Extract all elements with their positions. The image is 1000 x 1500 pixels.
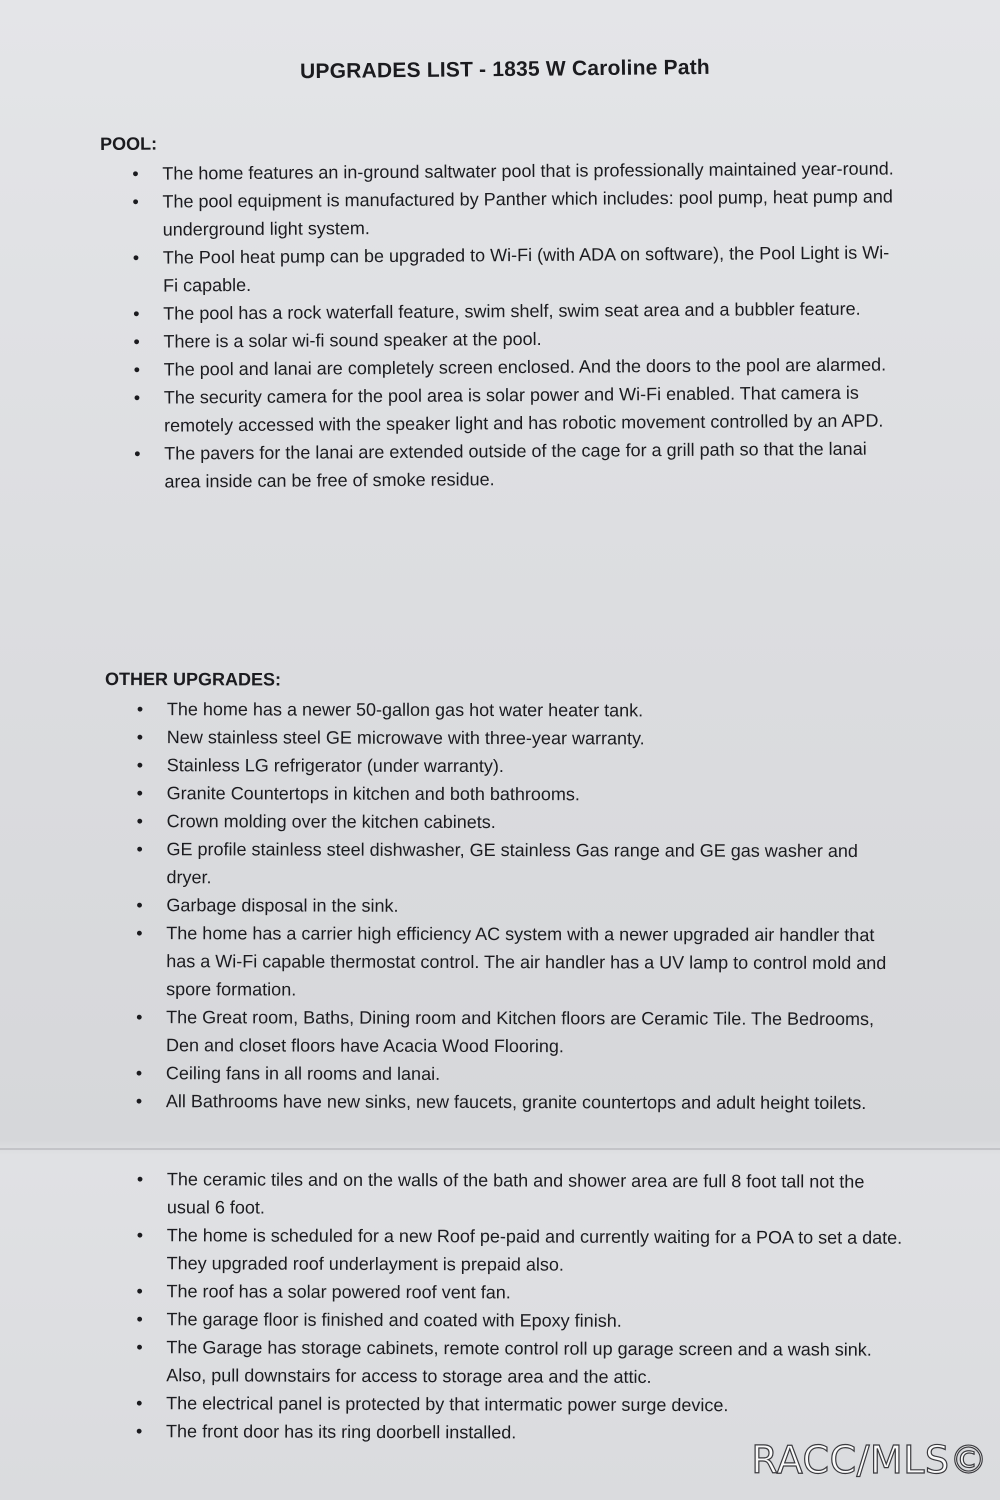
other-upgrades-list-continued xyxy=(104,1165,907,1448)
list-item: • The pool equipment is manufactured by Panther which includes: pool pump, heat pump and underground light system. xyxy=(132,186,893,240)
bullet-icon: • xyxy=(136,923,143,944)
bullet-icon: • xyxy=(136,1421,143,1442)
list-item: • The ceramic tiles and on the walls of the bath and shower area are full 8 foot tall not the usual 6 foot. xyxy=(105,1165,907,1224)
bullet-icon: • xyxy=(135,1063,143,1084)
bullet-icon: • xyxy=(136,1007,143,1028)
list-item: • The pavers for the lanai are extended outside of the cage for a grill path so that the lanai area inside can be free of smoke residue. xyxy=(134,438,867,492)
pool-list xyxy=(100,154,904,496)
list-item: • The Great room, Baths, Dining room and Kitchen floors are Ceramic Tile. The Bedrooms, Den and closet floors have Acacia Wood Flooring. xyxy=(104,1003,906,1061)
list-item: • The pool and lanai are completely screen enclosed. And the doors to the pool are alarmed. xyxy=(102,350,904,384)
bullet-icon: • xyxy=(136,811,143,832)
mls-watermark: RACC/MLS© xyxy=(751,1438,988,1482)
list-item: • Granite Countertops in kitchen and both bathrooms. xyxy=(105,779,907,809)
bullet-icon: • xyxy=(136,1309,143,1330)
bullet-icon: • xyxy=(136,1393,143,1414)
bullet-icon: • xyxy=(132,163,139,184)
bullet-icon: • xyxy=(133,303,140,324)
bullet-icon: • xyxy=(133,331,140,352)
list-item: • The security camera for the pool area is solar power and Wi-Fi enabled. That camera is remotely accessed with the speaker light and has robotic movement controlled by an APD. xyxy=(133,382,884,436)
bullet-icon: • xyxy=(136,1225,144,1246)
list-item: • The garage floor is finished and coated with Epoxy finish. xyxy=(104,1305,906,1336)
list-item: • The roof has a solar powered roof vent fan. xyxy=(105,1277,907,1308)
bullet-icon: • xyxy=(136,727,144,748)
pool-heading: POOL: xyxy=(100,133,158,154)
bullet-icon: • xyxy=(133,387,141,408)
bullet-icon: • xyxy=(136,755,144,776)
list-item: • The Pool heat pump can be upgraded to Wi-Fi (with ADA on software), the Pool Light is Wi-Fi capable. xyxy=(132,242,890,296)
list-item: • The home is scheduled for a new Roof pe-paid and currently waiting for a POA to set a date. They upgraded roof underlayment is prepaid also. xyxy=(105,1221,907,1280)
other-upgrades-list xyxy=(104,695,907,1117)
list-item: • All Bathrooms have new sinks, new faucets, granite countertops and adult height toilets. xyxy=(104,1087,906,1117)
list-item: • The front door has its ring doorbell installed. xyxy=(104,1417,906,1448)
bullet-icon: • xyxy=(136,1169,144,1190)
bullet-icon: • xyxy=(136,1337,143,1358)
list-item: • The Garage has storage cabinets, remote control roll up garage screen and a wash sink. Also, pull downstairs for access to storage area and the attic. xyxy=(104,1333,906,1392)
list-item: • The home has a newer 50-gallon gas hot water heater tank. xyxy=(105,695,907,725)
bullet-icon: • xyxy=(136,1281,143,1302)
bullet-icon: • xyxy=(136,699,144,720)
bullet-icon: • xyxy=(136,895,143,916)
list-item: • GE profile stainless steel dishwasher, GE stainless Gas range and GE gas washer and dryer. xyxy=(104,835,906,893)
document-title: UPGRADES LIST - 1835 W Caroline Path xyxy=(299,55,710,84)
bullet-icon: • xyxy=(134,443,141,464)
list-item: • Crown molding over the kitchen cabinets. xyxy=(105,807,907,837)
paper-fold-line xyxy=(0,1148,1000,1150)
list-item: • There is a solar wi-fi sound speaker at the pool. xyxy=(101,322,903,356)
bullet-icon: • xyxy=(132,191,139,212)
other-upgrades-heading: OTHER UPGRADES: xyxy=(104,669,282,690)
bullet-icon: • xyxy=(132,247,140,268)
bullet-icon: • xyxy=(135,1091,143,1112)
other-upgrades-continued xyxy=(104,1165,907,1448)
other-upgrades-section xyxy=(104,669,907,1117)
pool-section xyxy=(100,128,905,496)
list-item: • The home has a carrier high efficiency AC system with a newer upgraded air handler that has a Wi-Fi capable thermostat control. The air handler has a UV lamp to control mold and spore formation. xyxy=(104,919,906,1005)
list-item: • The pool has a rock waterfall feature, swim shelf, swim seat area and a bubbler feature. xyxy=(101,294,903,328)
bullet-icon: • xyxy=(136,783,144,804)
list-item: • New stainless steel GE microwave with three-year warranty. xyxy=(105,723,907,753)
bullet-icon: • xyxy=(133,359,141,380)
list-item: • Ceiling fans in all rooms and lanai. xyxy=(104,1059,906,1089)
list-item: • Garbage disposal in the sink. xyxy=(104,891,906,921)
list-item: • The home features an in-ground saltwater pool that is professionally maintained year-round. xyxy=(100,154,902,188)
list-item: • Stainless LG refrigerator (under warranty). xyxy=(105,751,907,781)
bullet-icon: • xyxy=(136,839,143,860)
list-item: • The electrical panel is protected by that intermatic power surge device. xyxy=(104,1389,906,1420)
